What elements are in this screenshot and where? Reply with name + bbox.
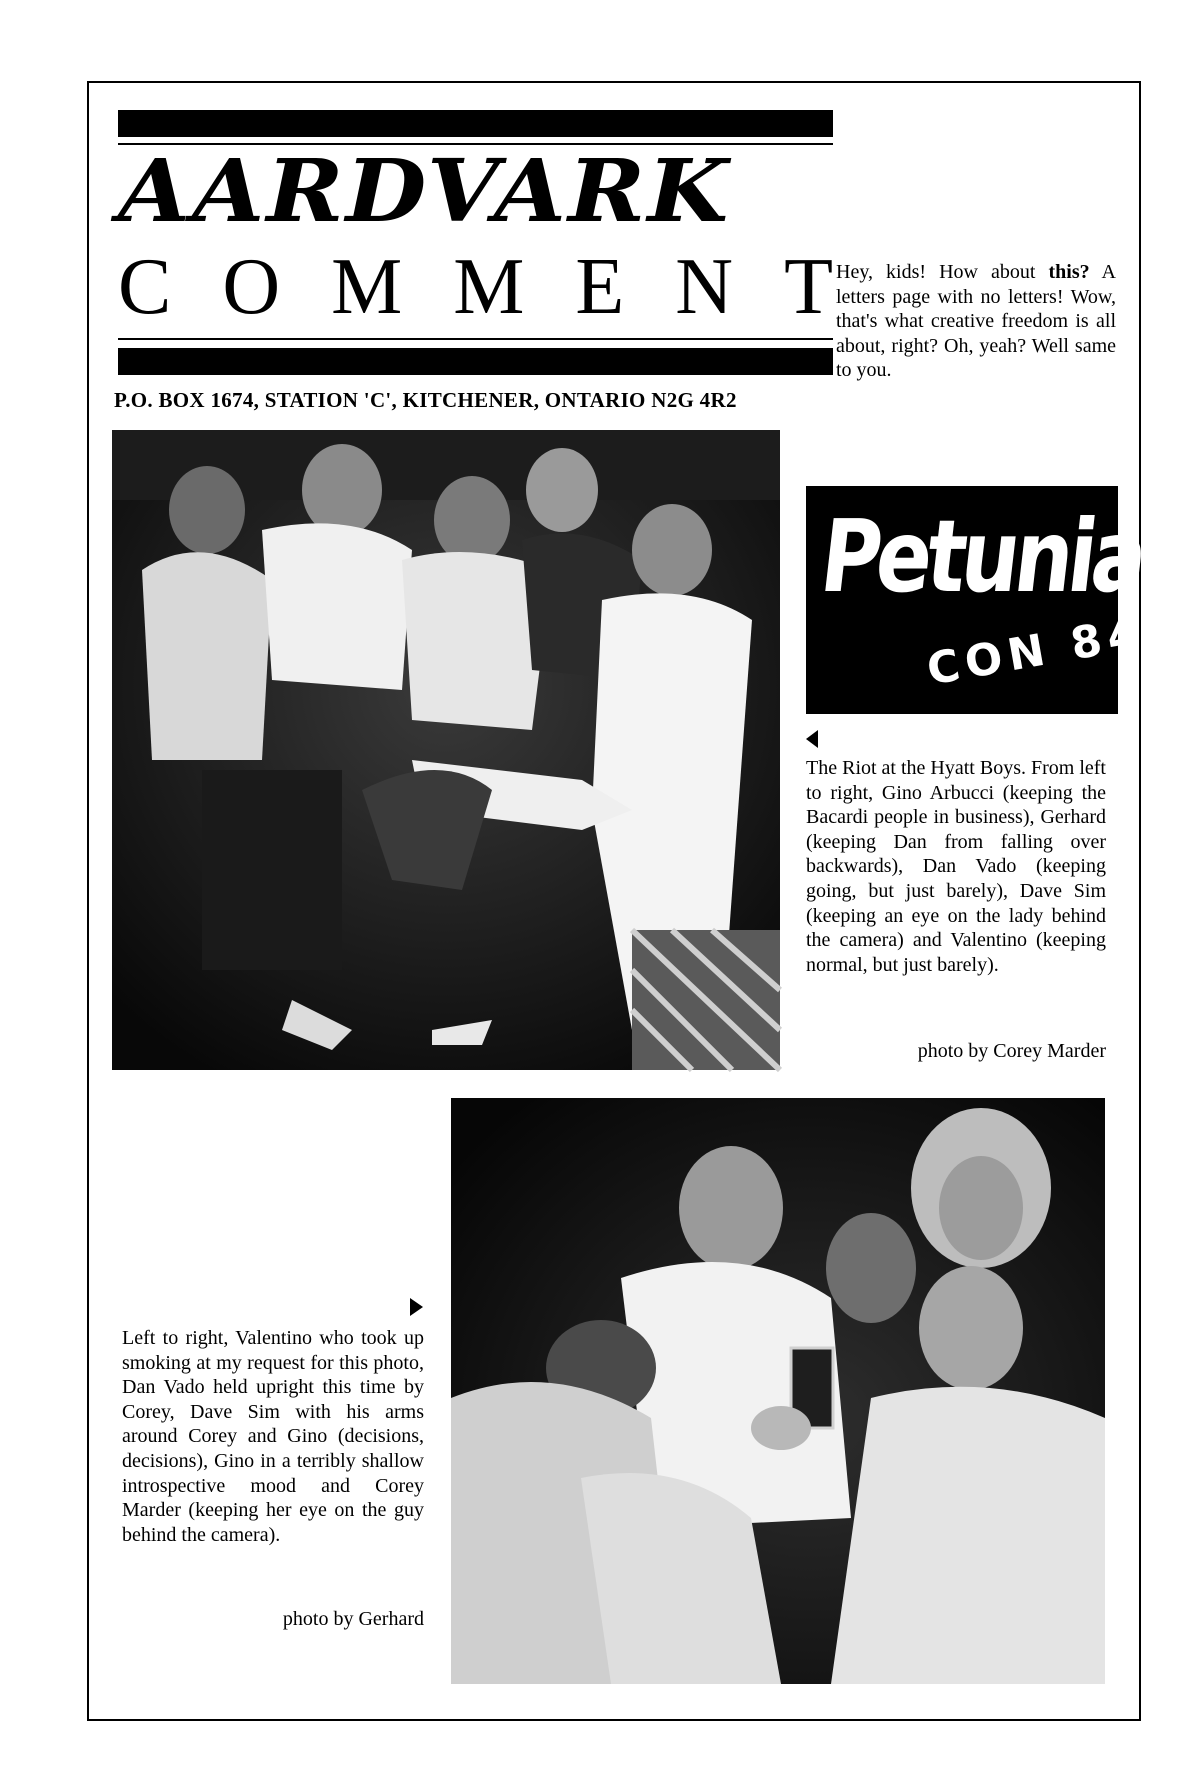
subtitle-letter: O — [222, 243, 281, 331]
petunia-con-logo — [806, 486, 1150, 714]
triangle-left-icon — [806, 730, 818, 748]
photo-hyatt-boys-image — [112, 430, 780, 1070]
masthead-rule-bottom — [118, 338, 833, 340]
logo-sub: CON 84 — [923, 607, 1148, 696]
masthead-title: AARDVARK — [118, 141, 731, 242]
photo1-caption: The Riot at the Hyatt Boys. From left to right, Gino Arbucci (keeping the Bacardi people in business), Gerhard (keeping Dan from falling over backwards), Dan Vado (keeping going, but just barely), Dave Sim (keeping an eye on the lady behind the camera) and Valentino (keeping normal, but just barely). — [806, 757, 1106, 976]
subtitle-letter: M — [453, 243, 525, 331]
photo1-credit: photo by Corey Marder — [917, 1040, 1106, 1062]
intro-lead: Hey, kids! How about — [836, 261, 1049, 283]
masthead-subtitle — [118, 242, 833, 332]
triangle-right-icon — [410, 1298, 423, 1316]
photo-group-two-image — [451, 1098, 1105, 1684]
subtitle-letter: M — [331, 243, 403, 331]
photo-hyatt-boys — [112, 430, 780, 1070]
subtitle-letter: E — [575, 243, 625, 331]
intro-text — [836, 260, 1116, 383]
photo-group-two — [451, 1098, 1105, 1684]
photo2-caption: Left to right, Valentino who took up smoking at my request for this photo, Dan Vado held upright this time by Corey, Dave Sim with his arms around Corey and Gino (decisions, decisions), Gino in a terribly shallow introspective mood and Corey Marder (keeping her eye on the guy behind the camera). — [122, 1327, 424, 1546]
masthead-bar-bottom — [118, 348, 833, 375]
intro-bold: this? — [1048, 261, 1090, 283]
subtitle-letter: T — [784, 243, 833, 331]
subtitle-letter: N — [675, 243, 734, 331]
logo-word: Petunia — [814, 498, 1150, 615]
subtitle-letter: C — [118, 243, 172, 331]
masthead-bar-top — [118, 110, 833, 137]
mailing-address: P.O. BOX 1674, STATION 'C', KITCHENER, ONTARIO N2G 4R2 — [114, 388, 737, 412]
photo2-credit: photo by Gerhard — [282, 1608, 424, 1630]
intro-rest: A letters page with no letters! Wow, that's what creative freedom is all about, right? Oh, yeah? Well same to you. — [836, 261, 1117, 381]
